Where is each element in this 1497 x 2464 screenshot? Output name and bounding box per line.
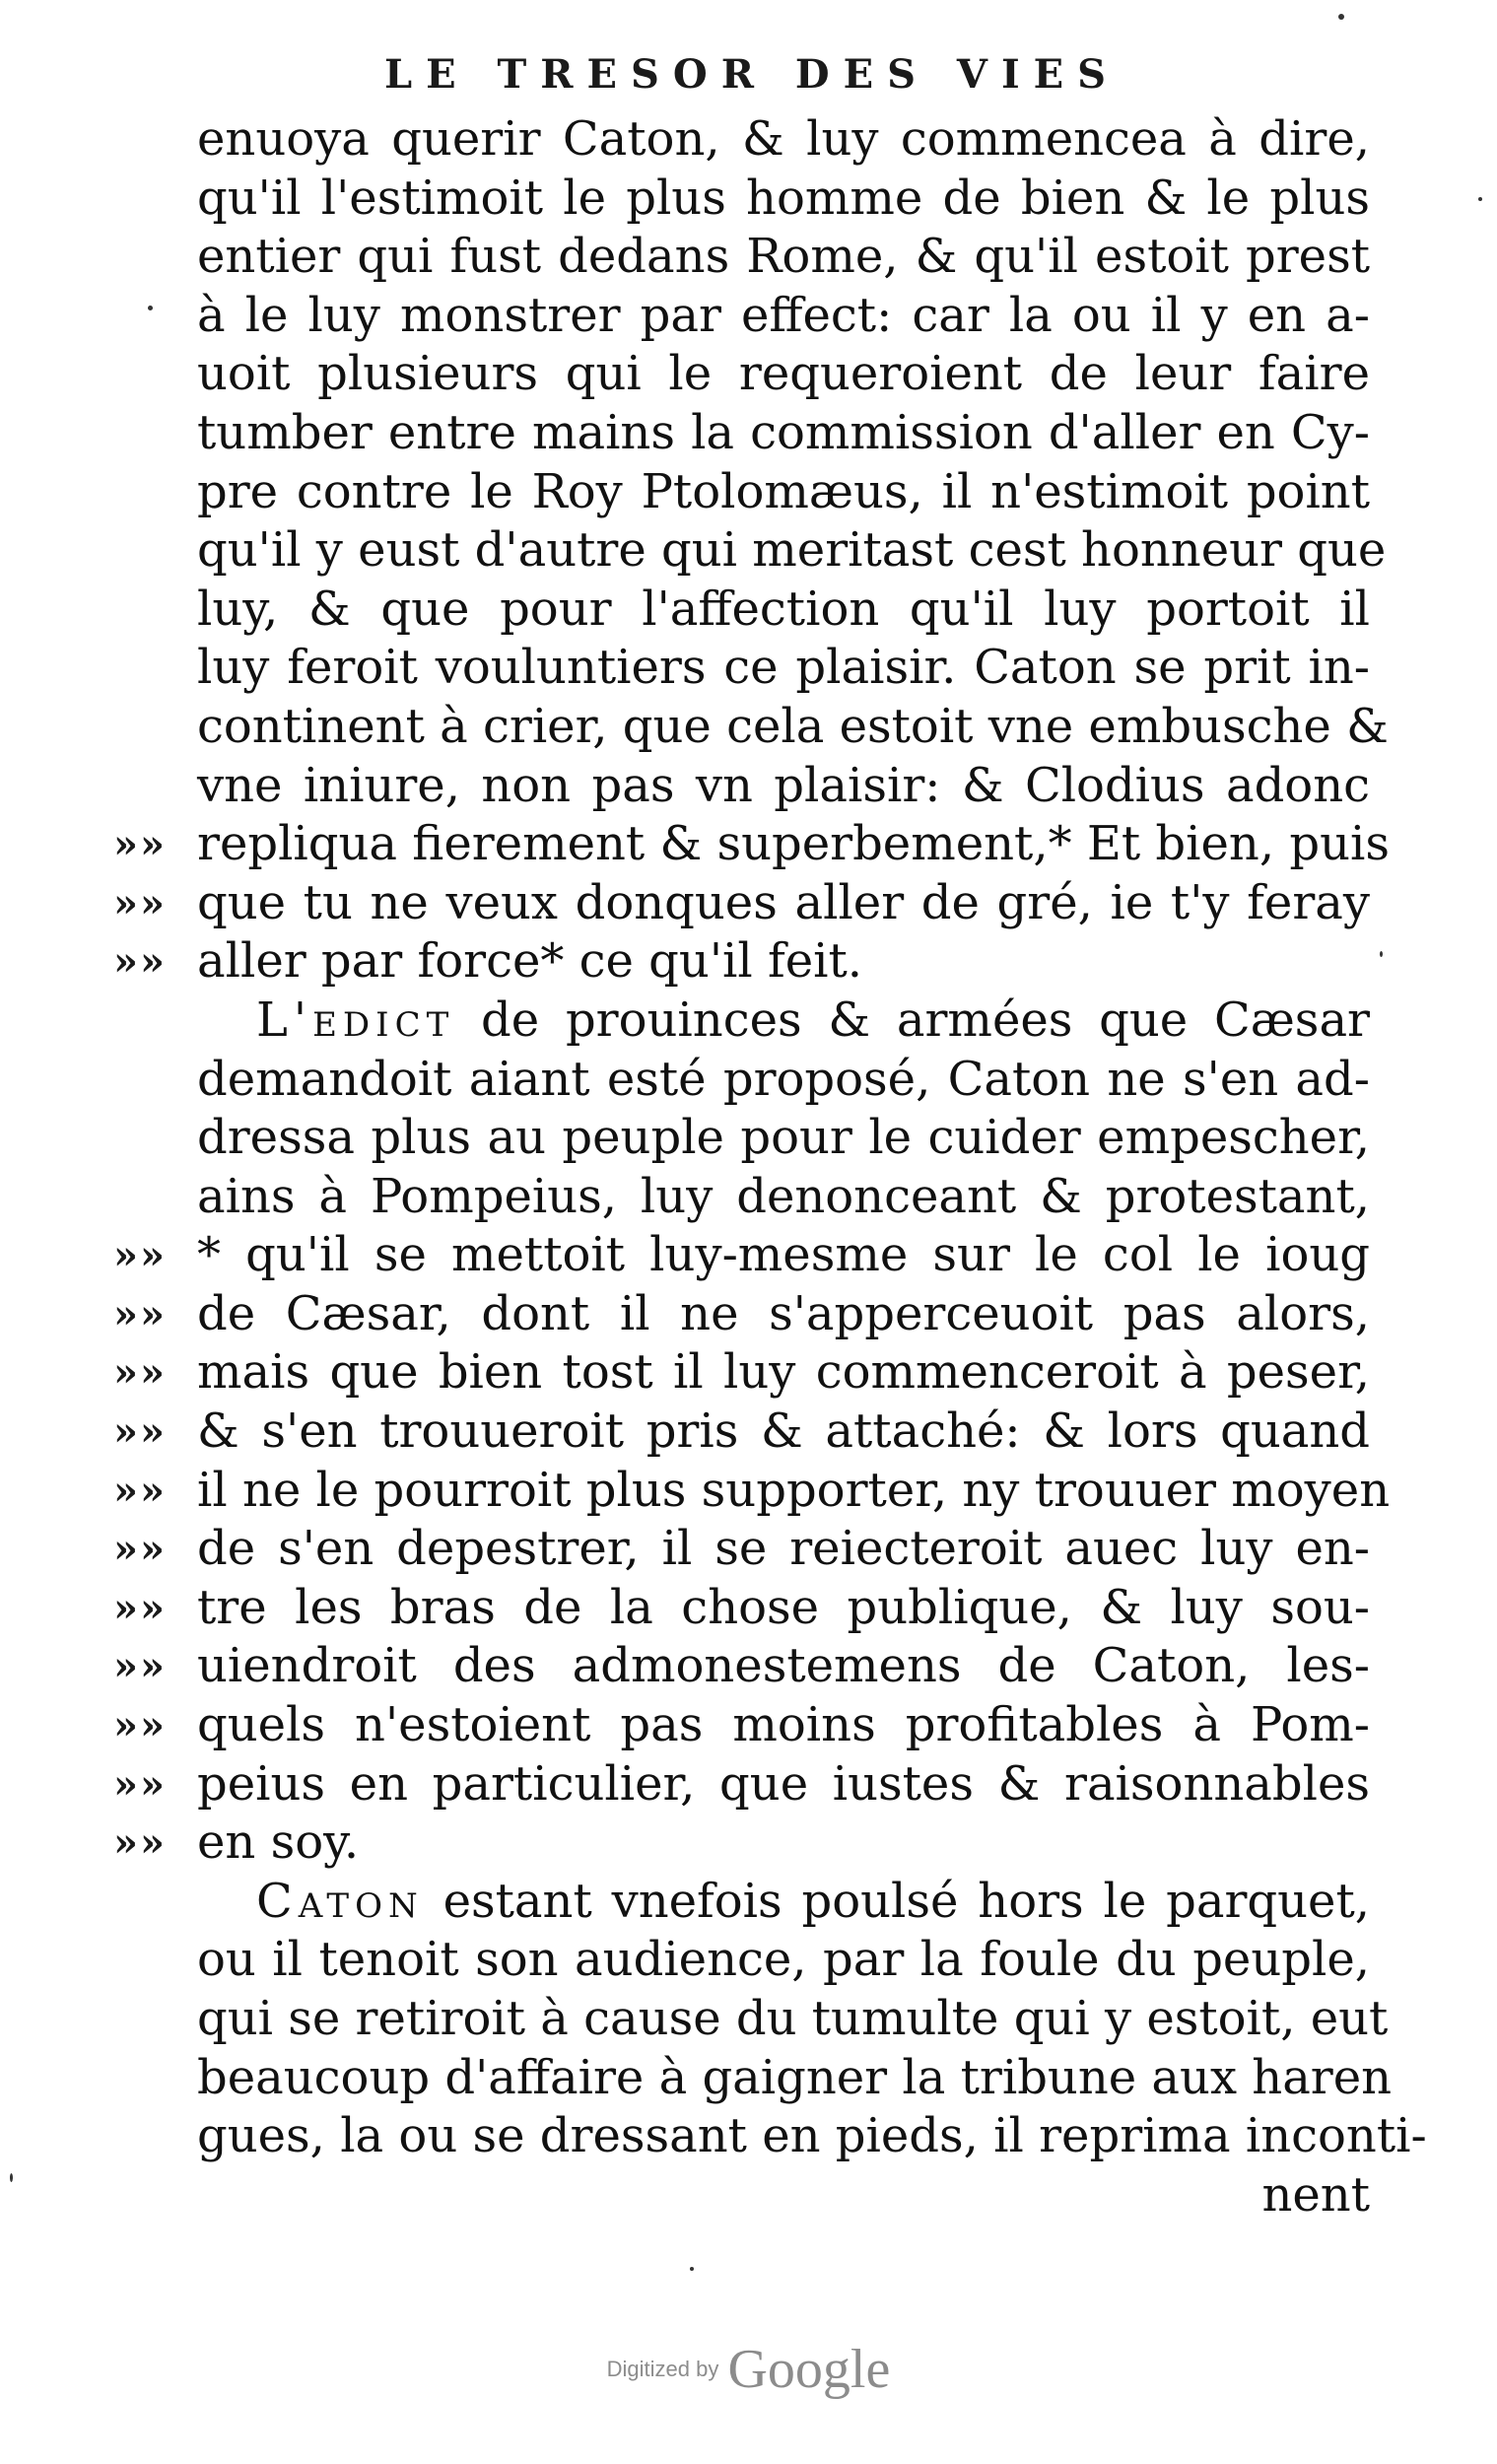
- text-line: [197, 287, 1370, 346]
- line-text: que tu ne veux donques aller de gré, ie t'y feray: [197, 874, 1370, 930]
- text-line: [197, 992, 1370, 1051]
- text-line: [113, 1462, 1391, 1521]
- text-line: [113, 1637, 1370, 1696]
- line-text: ou il tenoit son audience, par la foule du peuple,: [197, 1932, 1370, 1988]
- google-logo: Google: [727, 2339, 891, 2400]
- print-speck: [1338, 14, 1344, 20]
- line-text: repliqua fierement & superbement,* Et bien, puis: [197, 816, 1390, 872]
- body-text: [113, 110, 1427, 2224]
- text-line: [197, 110, 1370, 170]
- text-line: [113, 1520, 1370, 1579]
- quotation-marker: »»: [113, 1526, 167, 1573]
- text-line: [197, 463, 1370, 522]
- line-text: * qu'il se mettoit luy-mesme sur le col le ioug: [197, 1227, 1370, 1283]
- print-speck: [148, 306, 153, 310]
- text-line: [197, 698, 1389, 757]
- text-line: [197, 1931, 1370, 1990]
- quotation-marker: »»: [113, 938, 167, 986]
- line-text: mais que bien tost il luy commenceroit à peser,: [197, 1344, 1370, 1401]
- text-line: [113, 1579, 1370, 1638]
- text-line: [197, 1168, 1370, 1227]
- line-text: enuoya querir Caton, & luy commencea à dire,: [197, 111, 1370, 167]
- line-text: pre contre le Roy Ptolomæus, il n'estimoit point: [197, 463, 1370, 519]
- catchword: nent: [1261, 2166, 1370, 2223]
- print-speck: [1478, 197, 1482, 201]
- line-text: quels n'estoient pas moins profitables à Pom-: [197, 1697, 1370, 1753]
- line-text: luy feroit vouluntiers ce plaisir. Caton se prit in-: [197, 640, 1370, 696]
- line-text: de Cæsar, dont il ne s'apperceuoit pas alors,: [197, 1285, 1370, 1341]
- text-line: [197, 1990, 1389, 2049]
- text-line: [197, 170, 1370, 229]
- text-line: [197, 581, 1370, 640]
- quotation-marker: »»: [113, 1349, 167, 1397]
- line-text: gues, la ou se dressant en pieds, il reprima inconti-: [197, 2108, 1427, 2164]
- text-line: [197, 1051, 1370, 1110]
- line-text: à le luy monstrer par effect: car la ou il y en a-: [197, 287, 1370, 343]
- text-line: [197, 639, 1370, 698]
- line-text: aller par force* ce qu'il feit.: [197, 933, 863, 990]
- paragraph-lead-word: L'edict: [256, 992, 455, 1048]
- quotation-marker: »»: [113, 1584, 167, 1631]
- text-line: [113, 1696, 1370, 1755]
- quotation-marker: »»: [113, 1702, 167, 1749]
- quotation-marker: »»: [113, 1467, 167, 1514]
- text-line: [197, 404, 1370, 463]
- text-line: [197, 345, 1370, 404]
- text-line: [197, 2049, 1393, 2108]
- paragraph-lead-word: Caton: [256, 1873, 424, 1929]
- line-text: tre les bras de la chose publique, & luy sou-: [197, 1579, 1370, 1635]
- line-text: demandoit aiant esté proposé, Caton ne s'en ad-: [197, 1051, 1370, 1107]
- text-line: [197, 2107, 1427, 2166]
- line-text: qui se retiroit à cause du tumulte qui y estoit, eut: [197, 1991, 1389, 2046]
- line-text: peius en particulier, que iustes & raisonnables: [197, 1755, 1370, 1812]
- quotation-marker: »»: [113, 1232, 167, 1279]
- quotation-marker: »»: [113, 879, 167, 926]
- text-line: [113, 815, 1390, 874]
- line-text: vne iniure, non pas vn plaisir: & Clodius adonc: [197, 757, 1370, 813]
- text-line: [113, 1226, 1370, 1285]
- quotation-marker: »»: [113, 821, 167, 868]
- line-text: tumber entre mains la commission d'aller en Cy-: [197, 404, 1370, 460]
- quotation-marker: »»: [113, 1408, 167, 1456]
- text-line: [113, 932, 1370, 992]
- line-text: ains à Pompeius, luy denonceant & protestant,: [197, 1168, 1370, 1224]
- line-text: estant vnefois poulsé hors le parquet,: [423, 1873, 1370, 1929]
- line-text: qu'il l'estimoit le plus homme de bien & le plus: [197, 170, 1370, 226]
- catchword-line: [197, 2166, 1370, 2225]
- print-speck: [1380, 951, 1383, 957]
- text-line: [113, 1755, 1370, 1814]
- quotation-marker: »»: [113, 1643, 167, 1690]
- text-line: [113, 1814, 1370, 1873]
- quotation-marker: »»: [113, 1819, 167, 1867]
- print-speck: [690, 2267, 694, 2271]
- print-speck: [10, 2173, 13, 2182]
- text-line: [113, 1343, 1370, 1403]
- quotation-marker: »»: [113, 1760, 167, 1808]
- text-line: [197, 1873, 1370, 1932]
- line-text: de prouinces & armées que Cæsar: [454, 992, 1370, 1048]
- running-header: LE TRESOR DES VIES: [384, 51, 1121, 98]
- line-text: uoit plusieurs qui le requeroient de leur faire: [197, 346, 1370, 402]
- text-line: [197, 228, 1370, 287]
- digitized-by-label: Digitized by: [606, 2357, 719, 2381]
- line-text: continent à crier, que cela estoit vne embusche &: [197, 698, 1389, 754]
- text-line: [197, 757, 1370, 816]
- line-text: il ne le pourroit plus supporter, ny trouuer moyen: [197, 1462, 1391, 1518]
- line-text: luy, & que pour l'affection qu'il luy portoit il: [197, 581, 1370, 637]
- line-text: dressa plus au peuple pour le cuider empescher,: [197, 1110, 1370, 1166]
- line-text: uiendroit des admonestemens de Caton, les-: [197, 1638, 1370, 1694]
- line-text: en soy.: [197, 1814, 360, 1871]
- line-text: & s'en trouueroit pris & attaché: & lors quand: [197, 1403, 1370, 1460]
- quotation-marker: »»: [113, 1290, 167, 1337]
- line-text: qu'il y eust d'autre qui meritast cest honneur que: [197, 522, 1387, 579]
- line-text: de s'en depestrer, il se reiecteroit auec luy en-: [197, 1521, 1370, 1577]
- text-line: [113, 874, 1370, 933]
- text-line: [197, 521, 1387, 581]
- text-line: [197, 1109, 1370, 1168]
- line-text: beaucoup d'affaire à gaigner la tribune aux haren: [197, 2049, 1393, 2105]
- text-line: [113, 1285, 1370, 1344]
- line-text: entier qui fust dedans Rome, & qu'il estoit prest: [197, 229, 1370, 285]
- digitization-footer: [0, 2338, 1497, 2401]
- text-line: [113, 1403, 1370, 1462]
